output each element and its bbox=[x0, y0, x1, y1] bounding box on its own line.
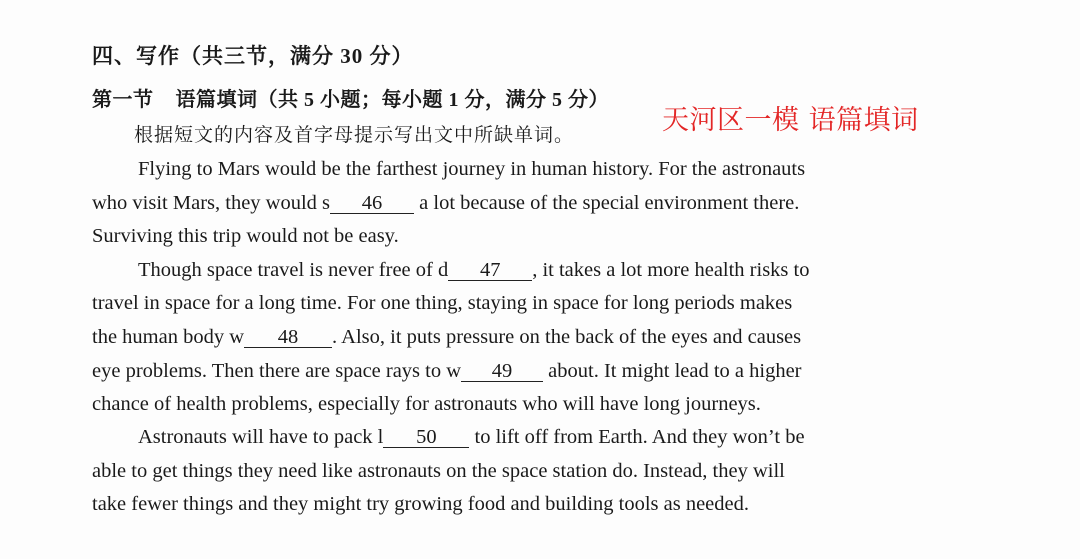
subsection-title: 语篇填词（共 5 小题；每小题 1 分，满分 5 分） bbox=[175, 89, 609, 111]
passage-line bbox=[138, 426, 805, 449]
blank-47: 47 bbox=[448, 260, 532, 281]
passage-line: Flying to Mars would be the farthest journey in human history. For the astronauts bbox=[138, 158, 806, 180]
passage-line bbox=[92, 360, 802, 383]
line-text: , it takes a lot more health risks to bbox=[532, 259, 810, 281]
source-tag: 天河区一模 语篇填词 bbox=[662, 105, 919, 136]
line-text: eye problems. Then there are space rays to w bbox=[92, 360, 462, 382]
section-title: 四、写作（共三节，满分 30 分） bbox=[92, 44, 414, 68]
line-text: Though space travel is never free of d bbox=[138, 259, 449, 281]
passage-line: take fewer things and they might try growing food and building tools as needed. bbox=[92, 493, 750, 515]
passage-line bbox=[92, 326, 801, 349]
blank-48: 48 bbox=[244, 327, 332, 348]
blank-49: 49 bbox=[461, 361, 543, 382]
blank-50: 50 bbox=[383, 427, 469, 448]
passage-line: Surviving this trip would not be easy. bbox=[92, 225, 399, 247]
passage-line: chance of health problems, especially for astronauts who will have long journeys. bbox=[92, 393, 761, 415]
passage-line: travel in space for a long time. For one thing, staying in space for long periods makes bbox=[92, 292, 793, 314]
line-text: about. It might lead to a higher bbox=[543, 360, 802, 382]
line-text: who visit Mars, they would s bbox=[92, 192, 331, 214]
line-text: Astronauts will have to pack l bbox=[138, 426, 384, 448]
line-text: a lot because of the special environment there. bbox=[414, 192, 800, 214]
subsection-heading bbox=[92, 83, 609, 112]
passage-line bbox=[138, 259, 809, 282]
line-text: to lift off from Earth. And they won’t be bbox=[469, 426, 805, 448]
passage-line bbox=[92, 192, 799, 215]
instruction-text: 根据短文的内容及首字母提示写出文中所缺单词。 bbox=[134, 125, 575, 146]
passage-line: able to get things they need like astronauts on the space station do. Instead, they will bbox=[92, 460, 785, 482]
subsection-label: 第一节 bbox=[92, 89, 154, 111]
line-text: the human body w bbox=[92, 326, 245, 348]
blank-46: 46 bbox=[330, 193, 414, 214]
line-text: . Also, it puts pressure on the back of the eyes and causes bbox=[332, 326, 802, 348]
